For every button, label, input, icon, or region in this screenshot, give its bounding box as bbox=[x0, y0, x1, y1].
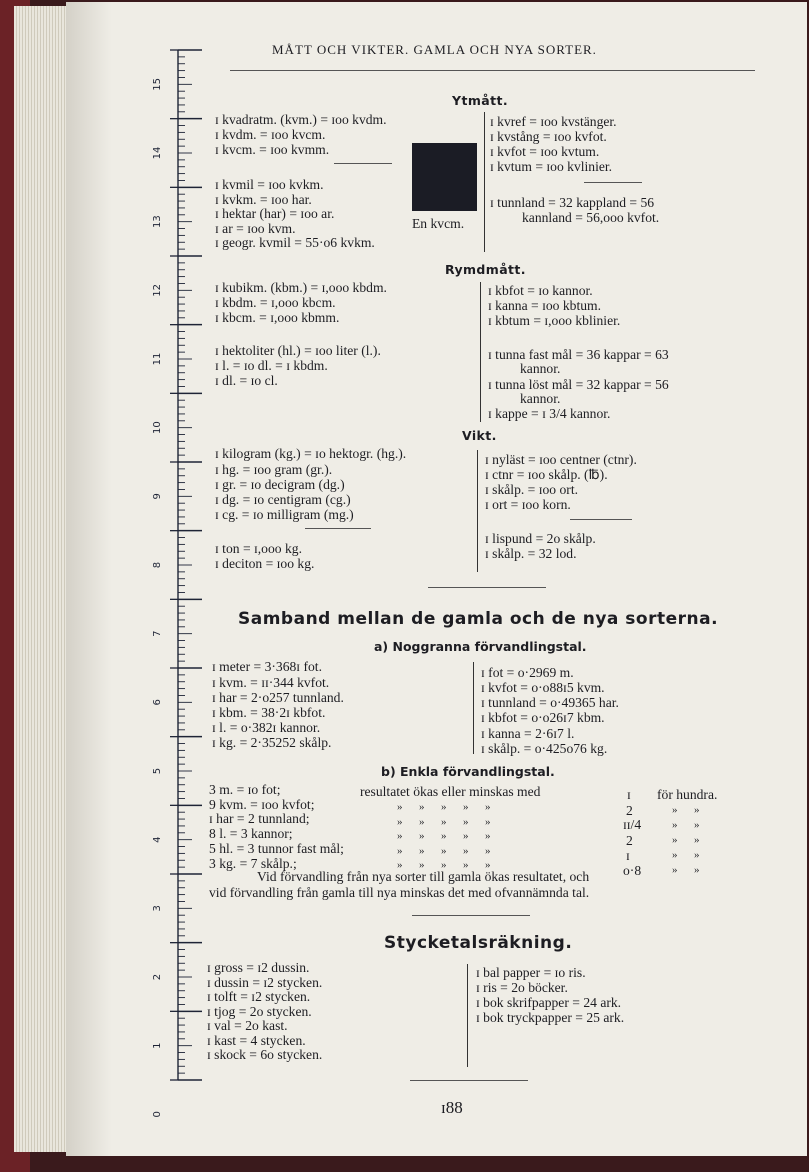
samband-b-row-3-label: 8 l. = 3 kannor; bbox=[209, 826, 293, 841]
ytmatt-left-1: ɪ kvdm. = ɪoo kvcm. bbox=[215, 127, 326, 142]
samband-a-right-4: ɪ kanna = 2·6ɪ7 l. bbox=[481, 726, 575, 741]
stycketal-heading: Stycketalsräkning. bbox=[384, 933, 573, 953]
stycketal-right-1: ɪ ris = 2o böcker. bbox=[476, 980, 568, 995]
samband-a-left-4: ɪ l. = o·382ɪ kannor. bbox=[212, 720, 321, 735]
samband-a-heading: a) Noggranna förvandlingstal. bbox=[374, 639, 587, 654]
rymdmatt-right-5: ɪ tunna löst mål = 32 kappar = 56 bbox=[488, 377, 669, 392]
vikt-left-3: ɪ dg. = ɪo centigram (cg.) bbox=[215, 492, 351, 507]
ruler-label: 12 bbox=[152, 283, 163, 297]
samband-b-row-5-dots: » » » » » bbox=[397, 859, 491, 871]
ytmatt-left-2: ɪ kvcm. = ɪoo kvmm. bbox=[215, 142, 330, 157]
rymdmatt-left-5: ɪ dl. = ɪo cl. bbox=[215, 373, 278, 388]
samband-b-row-0-label: 3 m. = ɪo fot; bbox=[209, 782, 281, 797]
ytmatt-right-4: ɪ tunnland = 32 kappland = 56 bbox=[490, 195, 655, 210]
section-divider-1 bbox=[428, 587, 546, 588]
rymdmatt-left-2: ɪ kbcm. = ɪ,ooo kbmm. bbox=[215, 310, 340, 325]
samband-b-heading: b) Enkla förvandlingstal. bbox=[381, 764, 555, 779]
running-header: MÅTT OCH VIKTER. GAMLA OCH NYA SORTER. bbox=[272, 42, 597, 57]
header-rule bbox=[230, 70, 755, 71]
samband-b-row-1-tail: » » bbox=[672, 804, 700, 816]
section-divider-3 bbox=[410, 1080, 528, 1081]
rymdmatt-right-0: ɪ kbfot = ɪo kannor. bbox=[488, 283, 593, 298]
samband-title: Samband mellan de gamla och de nya sorterna. bbox=[238, 609, 719, 629]
samband-b-row-5-value: o·8 bbox=[623, 863, 642, 878]
vikt-left-rule bbox=[305, 528, 371, 529]
samband-b-row-1-dots: » » » » » bbox=[397, 801, 491, 813]
samband-b-note-1: Vid förvandling från nya sorter till gamla ökas resultatet, och bbox=[257, 869, 590, 884]
vikt-right-4: ɪ lispund = 2o skålp. bbox=[485, 531, 596, 546]
ruler-label: 5 bbox=[152, 767, 163, 775]
vikt-right-3: ɪ ort = ɪoo korn. bbox=[485, 497, 571, 512]
rymdmatt-right-2: ɪ kbtum = ɪ,ooo kblinier. bbox=[488, 313, 621, 328]
stycketal-left-5: ɪ kast = 4 stycken. bbox=[207, 1033, 306, 1048]
ruler-graphic bbox=[146, 40, 208, 1118]
page-number: ɪ88 bbox=[441, 1098, 463, 1117]
samband-a-left-5: ɪ kg. = 2·35252 skålp. bbox=[212, 735, 332, 750]
ruler-label: 15 bbox=[152, 77, 163, 91]
ytmatt-left-5: ɪ hektar (har) = ɪoo ar. bbox=[215, 206, 335, 221]
ruler-label: 6 bbox=[152, 699, 163, 706]
swatch-label: En kvcm. bbox=[412, 216, 465, 231]
samband-b-row-1-label: 9 kvm. = ɪoo kvfot; bbox=[209, 797, 315, 812]
vikt-left-4: ɪ cg. = ɪo milligram (mg.) bbox=[215, 507, 354, 522]
gutter-shadow bbox=[66, 2, 112, 1156]
samband-b-row-4-value: ɪ bbox=[626, 848, 630, 863]
ruler-label: 2 bbox=[152, 973, 163, 981]
samband-a-right-1: ɪ kvfot = o·o88ɪ5 kvm. bbox=[481, 680, 605, 695]
vikt-column-divider bbox=[477, 450, 478, 572]
ytmatt-left-3: ɪ kvmil = ɪoo kvkm. bbox=[215, 177, 324, 192]
samband-a-right-5: ɪ skålp. = o·425o76 kg. bbox=[481, 741, 608, 756]
stycketal-left-4: ɪ val = 2o kast. bbox=[207, 1018, 288, 1033]
samband-b-row-5-label: 3 kg. = 7 skålp.; bbox=[209, 856, 297, 871]
ruler-label: 4 bbox=[152, 836, 163, 843]
stycketal-left-3: ɪ tjog = 2o stycken. bbox=[207, 1004, 312, 1019]
ruler-label: 1 bbox=[152, 1042, 163, 1049]
samband-b-row-1-value: 2 bbox=[626, 803, 633, 818]
samband-a-left-1: ɪ kvm. = ɪɪ·344 kvfot. bbox=[212, 675, 330, 690]
vikt-right-5: ɪ skålp. = 32 lod. bbox=[485, 546, 577, 561]
stycketal-right-3: ɪ bok tryckpapper = 25 ark. bbox=[476, 1010, 625, 1025]
vikt-left-2: ɪ gr. = ɪo decigram (dg.) bbox=[215, 477, 345, 492]
vikt-right-1: ɪ ctnr = ɪoo skålp. (℔). bbox=[485, 467, 608, 482]
stycketal-left-0: ɪ gross = ɪ2 dussin. bbox=[207, 960, 310, 975]
rymdmatt-right-1: ɪ kanna = ɪoo kbtum. bbox=[488, 298, 602, 313]
ruler-label: 3 bbox=[152, 905, 163, 912]
stycketal-right-2: ɪ bok skrifpapper = 24 ark. bbox=[476, 995, 622, 1010]
ruler-label: 11 bbox=[152, 352, 163, 366]
samband-a-left-2: ɪ har = 2·o257 tunnland. bbox=[212, 690, 344, 705]
samband-b-row-5-tail: » » bbox=[672, 864, 700, 876]
ruler-label: 0 bbox=[152, 1111, 163, 1118]
vikt-right-0: ɪ nyläst = ɪoo centner (ctnr). bbox=[485, 452, 637, 467]
samband-b-row-3-dots: » » » » » bbox=[397, 830, 491, 842]
ruler-label: 13 bbox=[152, 215, 163, 229]
vikt-left-5: ɪ ton = ɪ,ooo kg. bbox=[215, 541, 302, 556]
ruler bbox=[146, 40, 208, 1118]
samband-b-note-2: vid förvandling från gamla till nya minskas det med ofvannämnda tal. bbox=[209, 885, 590, 900]
samband-b-row-3-value: 2 bbox=[626, 833, 633, 848]
ytmatt-left-7: ɪ geogr. kvmil = 55·o6 kvkm. bbox=[215, 235, 375, 250]
samband-b-row-4-tail: » » bbox=[672, 849, 700, 861]
vikt-right-rule bbox=[570, 519, 632, 520]
square-centimeter-swatch bbox=[412, 143, 477, 211]
samband-b-unit: ɪ bbox=[627, 787, 631, 802]
rymdmatt-right-4: kannor. bbox=[520, 361, 561, 376]
ytmatt-heading: Ytmått. bbox=[452, 93, 508, 108]
samband-b-row-2-tail: » » bbox=[672, 819, 700, 831]
samband-a-right-3: ɪ kbfot = o·o26ɪ7 kbm. bbox=[481, 710, 605, 725]
ytmatt-left-rule bbox=[334, 163, 392, 164]
rymdmatt-heading: Rymdmått. bbox=[445, 262, 526, 277]
ytmatt-right-1: ɪ kvstång = ɪoo kvfot. bbox=[490, 129, 607, 144]
samband-b-row-2-label: ɪ har = 2 tunnland; bbox=[209, 811, 310, 826]
samband-b-row-4-dots: » » » » » bbox=[397, 845, 491, 857]
rymdmatt-left-1: ɪ kbdm. = ɪ,ooo kbcm. bbox=[215, 295, 336, 310]
samband-a-right-2: ɪ tunnland = o·49365 har. bbox=[481, 695, 619, 710]
ytmatt-right-0: ɪ kvref = ɪoo kvstänger. bbox=[490, 114, 617, 129]
ytmatt-right-rule bbox=[584, 182, 642, 183]
samband-b-per: för hundra. bbox=[657, 787, 718, 802]
rymdmatt-left-4: ɪ l. = ɪo dl. = ɪ kbdm. bbox=[215, 358, 328, 373]
ruler-label: 7 bbox=[152, 630, 163, 637]
samband-b-row-2-value: ɪɪ/4 bbox=[623, 817, 642, 832]
vikt-left-1: ɪ hg. = ɪoo gram (gr.). bbox=[215, 462, 333, 477]
ytmatt-left-4: ɪ kvkm. = ɪoo har. bbox=[215, 192, 312, 207]
vikt-left-6: ɪ deciton = ɪoo kg. bbox=[215, 556, 315, 571]
samband-column-divider bbox=[473, 662, 474, 754]
stycketal-left-6: ɪ skock = 6o stycken. bbox=[207, 1047, 323, 1062]
samband-a-left-3: ɪ kbm. = 38·2ɪ kbfot. bbox=[212, 705, 326, 720]
rymdmatt-left-0: ɪ kubikm. (kbm.) = ɪ,ooo kbdm. bbox=[215, 280, 387, 295]
rymdmatt-right-6: kannor. bbox=[520, 391, 561, 406]
ruler-label: 14 bbox=[152, 146, 163, 160]
rymdmatt-right-7: ɪ kappe = ɪ 3/4 kannor. bbox=[488, 406, 611, 421]
samband-b-row-4-label: 5 hl. = 3 tunnor fast mål; bbox=[209, 841, 344, 856]
samband-b-row-2-dots: » » » » » bbox=[397, 816, 491, 828]
rymdmatt-right-3: ɪ tunna fast mål = 36 kappar = 63 bbox=[488, 347, 669, 362]
rymdmatt-column-divider bbox=[480, 282, 481, 422]
vikt-heading: Vikt. bbox=[462, 428, 497, 443]
ytmatt-left-6: ɪ ar = ɪoo kvm. bbox=[215, 221, 296, 236]
ytmatt-column-divider bbox=[484, 112, 485, 252]
ruler-label: 9 bbox=[152, 493, 163, 500]
ruler-label: 8 bbox=[152, 561, 163, 569]
ruler-label: 10 bbox=[152, 421, 163, 435]
samband-a-right-0: ɪ fot = o·2969 m. bbox=[481, 665, 574, 680]
samband-b-intro: resultatet ökas eller minskas med bbox=[360, 784, 541, 799]
ytmatt-right-3: ɪ kvtum = ɪoo kvlinier. bbox=[490, 159, 613, 174]
rymdmatt-left-3: ɪ hektoliter (hl.) = ɪoo liter (l.). bbox=[215, 343, 381, 358]
vikt-left-0: ɪ kilogram (kg.) = ɪo hektogr. (hg.). bbox=[215, 446, 407, 461]
vikt-right-2: ɪ skålp. = ɪoo ort. bbox=[485, 482, 578, 497]
ytmatt-left-0: ɪ kvadratm. (kvm.) = ɪoo kvdm. bbox=[215, 112, 387, 127]
stycketal-left-2: ɪ tolft = ɪ2 stycken. bbox=[207, 989, 311, 1004]
samband-a-left-0: ɪ meter = 3·368ɪ fot. bbox=[212, 659, 322, 674]
section-divider-2 bbox=[412, 915, 530, 916]
stycketal-right-0: ɪ bal papper = ɪo ris. bbox=[476, 965, 586, 980]
samband-b-row-3-tail: » » bbox=[672, 834, 700, 846]
ytmatt-right-5: kannland = 56,ooo kvfot. bbox=[522, 210, 660, 225]
stycketal-left-1: ɪ dussin = ɪ2 stycken. bbox=[207, 975, 323, 990]
stycketal-column-divider bbox=[467, 964, 468, 1067]
ytmatt-right-2: ɪ kvfot = ɪoo kvtum. bbox=[490, 144, 600, 159]
